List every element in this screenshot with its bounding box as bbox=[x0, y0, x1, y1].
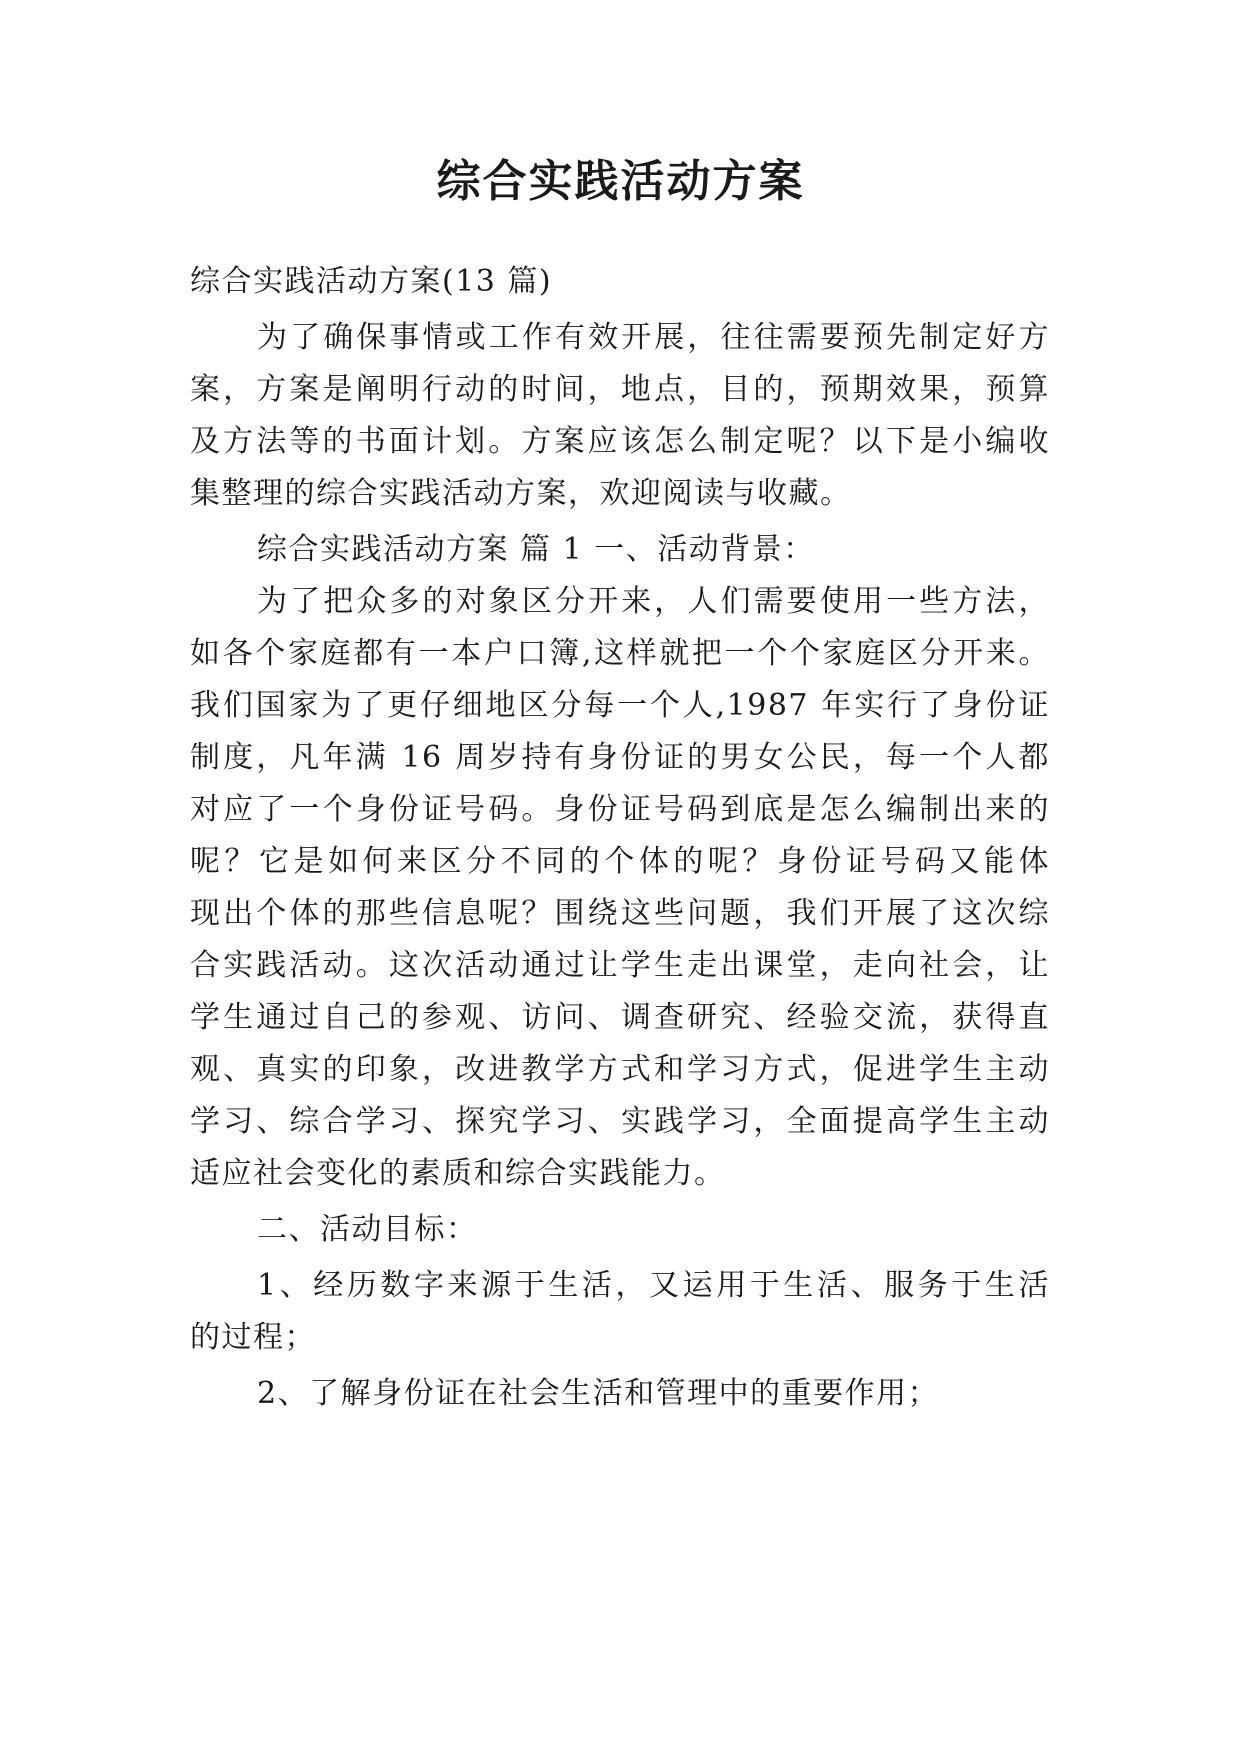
paragraph-line: 及方法等的书面计划。方案应该怎么制定呢？以下是小编收 bbox=[190, 424, 1050, 459]
paragraph-line: 制度，凡年满 16 周岁持有身份证的男女公民，每一个人都 bbox=[190, 740, 1050, 775]
paragraph-line: 学生通过自己的参观、访问、调查研究、经验交流，获得直 bbox=[190, 1000, 1050, 1035]
paragraph-line: 为了把众多的对象区分开来，人们需要使用一些方法， bbox=[257, 584, 1050, 619]
document-subtitle: 综合实践活动方案(13 篇) bbox=[190, 264, 553, 299]
section-heading: 综合实践活动方案 篇 1 一、活动背景： bbox=[257, 532, 815, 567]
list-item: 1、经历数字来源于生活，又运用于生活、服务于生活 bbox=[257, 1268, 1050, 1303]
paragraph-line: 现出个体的那些信息呢？围绕这些问题，我们开展了这次综 bbox=[190, 896, 1050, 931]
document-title: 综合实践活动方案 bbox=[436, 156, 805, 207]
paragraph-line: 呢？它是如何来区分不同的个体的呢？身份证号码又能体 bbox=[190, 844, 1050, 879]
paragraph-line: 为了确保事情或工作有效开展，往往需要预先制定好方 bbox=[257, 320, 1050, 355]
paragraph-line: 案，方案是阐明行动的时间，地点，目的，预期效果，预算 bbox=[190, 372, 1050, 407]
paragraph-line: 对应了一个身份证号码。身份证号码到底是怎么编制出来的 bbox=[190, 792, 1050, 827]
paragraph-line: 学习、综合学习、探究学习、实践学习，全面提高学生主动 bbox=[190, 1104, 1050, 1139]
paragraph-line: 合实践活动。这次活动通过让学生走出课堂，走向社会，让 bbox=[190, 948, 1050, 983]
paragraph-line: 如各个家庭都有一本户口簿,这样就把一个个家庭区分开来。 bbox=[190, 636, 1050, 671]
paragraph-line: 适应社会变化的素质和综合实践能力。 bbox=[190, 1156, 726, 1191]
list-item-continuation: 的过程； bbox=[190, 1320, 316, 1355]
section-heading: 二、活动目标： bbox=[257, 1212, 478, 1247]
paragraph-line: 集整理的综合实践活动方案，欢迎阅读与收藏。 bbox=[190, 476, 852, 511]
paragraph-line: 我们国家为了更仔细地区分每一个人,1987 年实行了身份证 bbox=[190, 688, 1050, 723]
list-item: 2、了解身份证在社会生活和管理中的重要作用； bbox=[257, 1376, 940, 1411]
paragraph-line: 观、真实的印象，改进教学方式和学习方式，促进学生主动 bbox=[190, 1052, 1050, 1087]
